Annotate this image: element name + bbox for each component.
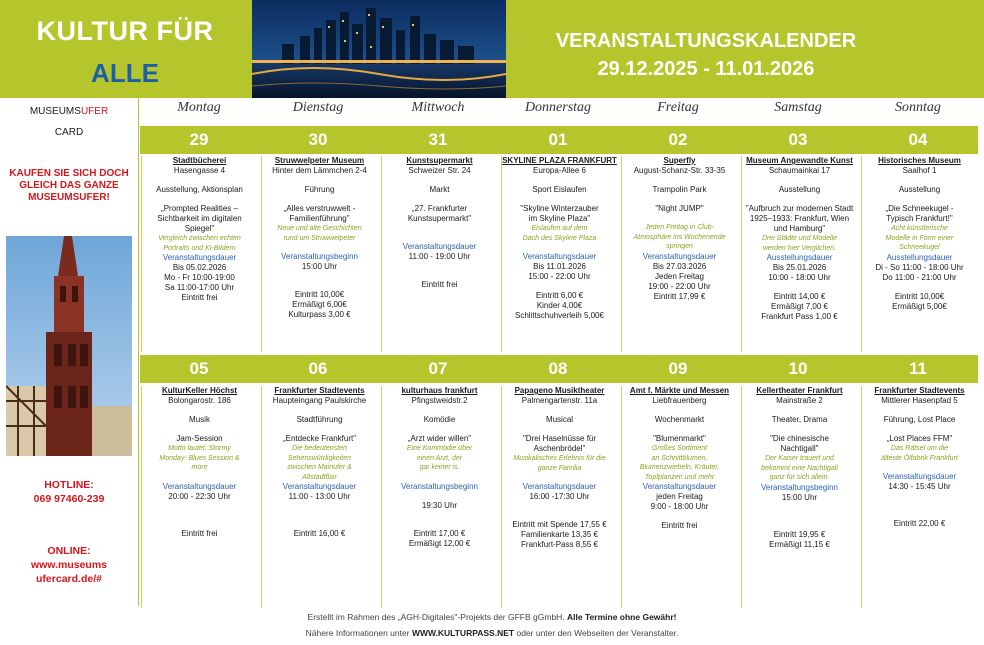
event-price: Eintritt 19,95 € Ermäßigt 11,15 € [769,529,830,549]
event-title: „Prompted Realities – Sichtbarkeit im digitalen Spiegel" [157,204,242,233]
event-description: Drei Städte und Modelle werden hier Verglichen. [761,235,838,252]
event-price: Eintritt 10,00€ Ermäßigt 5,00€ [892,291,947,311]
event-price: Eintritt 14,00 € Ermäßigt 7,00 € Frankfurt Pass 1,00 € [761,292,838,321]
event-venue: kulturhaus frankfurt [401,386,478,395]
event-description: Die bedeutensten Sehenswürdigkeiten zwischen Mainufer & Altstadtflair [287,445,352,481]
event-time: 11:00 - 19:00 Uhr [408,252,471,261]
event-address: Mittlerer Hasenpfad 5 [881,396,958,405]
event-title: "Blumenmarkt" [653,434,706,443]
event-time-label: Veranstaltungsdauer [882,472,957,481]
cathedral-tower-photo [6,236,132,456]
card-highlight: UFER [80,106,109,117]
event-title: „Entdecke Frankfurt" [282,434,357,443]
event-time: Bis 11.01.2026 15:00 - 22:00 Uhr [528,262,591,281]
weekday-thursday: Donnerstag [524,100,592,115]
event-card [741,386,857,608]
event-title: „Alles verstruwwelt - Familienführung" [283,204,356,223]
date-number: 08 [548,359,568,378]
event-venue: Papageno Musiktheater [514,386,605,395]
event-type: Ausstellung [898,185,941,194]
event-venue: SKYLINE PLAZA FRANKFURT [502,156,617,165]
footer-disclaimer: Alle Termine ohne Gewähr! [567,612,677,622]
event-price: Eintritt 22,00 € [893,519,946,528]
event-address: Hinter dem Lämmchen 2-4 [272,166,367,175]
event-time-label: Veranstaltungsdauer [162,253,237,262]
weekday-saturday: Samstag [774,100,822,115]
event-type: Führung [304,185,335,194]
event-venue: Historisches Museum [878,156,961,165]
event-address: Schaumainkai 17 [768,166,831,175]
event-card [261,386,377,608]
header-band [0,0,984,98]
event-venue: Kunstsupermarkt [406,156,473,165]
event-type: Ausstellung [778,185,821,194]
event-address: Pfingstweidstr.2 [411,396,468,405]
event-venue: Amt f. Märkte und Messen [629,386,730,395]
event-description: Eislaufen auf dem Dach des Skyline Plaza [522,225,597,242]
event-title: "Drei Haselnüsse für Aschenbrödel" [522,434,597,453]
event-card [501,386,617,608]
event-description: Musikalisches Erlebnis für die ganze Familia [513,455,606,472]
event-card [861,156,977,352]
event-time: jeden Freitag 9:00 - 18:00 Uhr [650,492,709,511]
footer-info-text: Nähere Informationen unter [305,628,410,638]
event-title: „Arzt wider willen" [407,434,472,443]
event-address: Saalhof 1 [902,166,937,175]
event-venue: Superfly [663,156,696,165]
event-type: Theater, Drama [771,415,828,424]
event-type: Musical [545,415,574,424]
date-number: 07 [428,359,448,378]
footer-line1 [0,612,984,622]
event-card [381,386,497,608]
event-time-label: Veranstaltungsdauer [642,251,717,261]
date-number: 29 [189,130,209,149]
event-address: Bolongarostr. 186 [168,396,231,405]
date-number: 10 [788,359,808,378]
date-number: 30 [308,130,328,149]
event-type: Sport Eislaufen [532,185,587,194]
weekday-friday: Freitag [657,100,699,115]
event-description: Vergleich zwischen echten Portraits und KI-Bildern [158,235,241,252]
calendar-title: VERANSTALTUNGSKALENDER [555,30,857,52]
event-description: Neue und alte Geschichten rund um Struwwelpeter [277,225,362,242]
date-number: 02 [668,130,688,149]
event-type: Stadtführung [296,415,343,424]
event-time-label: Veranstaltungsdauer [642,482,717,491]
event-type: Trampolin Park [652,185,707,194]
brand-title-line1: KULTUR FÜR [36,16,214,46]
event-title: "Skyline Winterzauber im Skyline Plaza" [520,204,599,223]
event-price: Eintritt mit Spende 17,55 € Familienkarte 13,35 € Frankfurt-Pass 8,55 € [512,520,607,549]
event-address: Liebfrauenberg [652,396,707,405]
event-price: Eintritt frei [181,293,218,302]
event-venue: Stadtbücherei [172,156,227,165]
event-time-label: Ausstellungsdauer [766,253,833,262]
date-number: 06 [308,359,328,378]
hotline [0,478,138,506]
date-number: 11 [909,359,927,378]
date-number: 01 [548,130,568,149]
event-time: 20:00 - 22:30 Uhr [168,491,231,501]
event-time-label: Veranstaltungsbeginn [761,482,838,492]
date-number: 03 [788,130,808,149]
event-type: Ausstellung, Aktionsplan [156,185,243,194]
event-time: 16:00 -17:30 Uhr [529,492,590,501]
event-description: Eine Kommödie über einen Arzt, der gar keiner is. [406,445,473,471]
weekday-tuesday: Dienstag [292,100,344,115]
online [0,544,138,586]
event-address: August-Schanz-Str. 33-35 [633,166,726,175]
weekday-monday: Montag [177,100,221,115]
event-price: Eintritt 17,00 € Ermäßigt 12,00 € [408,528,471,548]
event-card [381,156,497,352]
event-title: „Lost Places FFM" [886,434,953,443]
event-price: Eintritt 16,00 € [293,529,346,538]
event-description: Jeden Freitag in Club- Atmosphäre ins Wochenende springen [633,224,726,250]
event-title: "Night JUMP" [655,204,704,213]
online-label: ONLINE: [47,545,91,557]
event-time-label: Veranstaltungsdauer [522,252,597,261]
footer-info-end: oder unter den Webseiten der Veranstalter. [516,628,679,638]
event-time: Bis 27.03.2026 Jeden Freitag 19:00 - 22:00 Uhr [648,261,711,291]
event-price: Eintritt frei [661,521,698,530]
event-description: Großes Sortiment an Schnittblumen, Blumenzwiebeln, Kräuter, Topfplanzen und mehr [639,445,720,481]
date-number: 04 [908,130,928,149]
event-price: Eintritt 6,00 € Kinder 4,00€ Schlittschuhverleih 5,00€ [515,291,604,320]
date-number: 31 [428,130,448,149]
event-card [861,386,977,608]
event-type: Markt [429,185,450,194]
event-time-label: Veranstaltungsdauer [282,482,357,491]
event-description: Das Rätsel um die älteste Ölfabrik Frankfurt [881,445,958,462]
event-address: Hasengasse 4 [173,166,226,175]
hotline-number[interactable]: 069 97460-239 [33,493,105,505]
event-price: Eintritt 10,00€ Ermäßigt 6,00€ Kulturpass 3,00 € [288,290,351,319]
event-time-label: Veranstaltungsdauer [402,242,477,251]
weekday-sunday: Sonntag [895,100,941,115]
event-card [741,156,857,352]
event-address: Palmengartenstr. 11a [521,396,598,405]
event-time: Bis 05.02.2026 Mo - Fr 10:00-19:00 Sa 11:00-17:00 Uhr [164,263,235,292]
event-description: Motto lautet: Stormy Monday- Blues Session & more [159,445,240,471]
event-time: 15:00 Uhr [781,492,818,502]
card-prefix: MUSEUMS [29,106,81,117]
event-title: Jam-Session [176,434,223,443]
event-address: Mainstraße 2 [776,396,823,405]
footer-kulturpass-link[interactable]: WWW.KULTURPASS.NET [411,628,515,638]
event-time-label: Veranstaltungsbeginn [281,252,358,261]
event-time-label: Veranstaltungsdauer [522,482,597,491]
frankfurt-skyline-photo [252,0,506,98]
event-card [141,156,257,352]
event-address: Schweizer Str. 24 [408,166,471,175]
event-card [261,156,377,352]
event-time-label: Veranstaltungsdauer [162,481,237,491]
date-range: 29.12.2025 - 11.01.2026 [597,58,815,80]
event-type: Musik [189,415,210,424]
event-address: Haupteingang Paulskirche [272,396,367,405]
event-price: Eintritt frei [181,528,218,538]
event-price: Eintritt frei [421,280,458,289]
footer-credit: Erstellt im Rahmen des „AGH-Digitales"-Projekts der GFFB gGmbH. [307,612,565,622]
event-type: Wochenmarkt [654,415,705,424]
weekday-wednesday: Mittwoch [411,100,465,115]
date-number: 05 [189,359,209,378]
online-url-line2[interactable]: ufercard.de/# [36,573,102,585]
event-time: 19:30 Uhr [421,500,458,510]
event-venue: Frankfurter Stadtevents [274,386,365,395]
hotline-label: HOTLINE: [44,479,94,491]
event-price: Eintritt 17,99 € [653,291,706,301]
museumsufer-card-title [0,106,138,117]
event-time: 15:00 Uhr [301,262,338,271]
event-venue: Struwwelpeter Museum [274,156,365,165]
footer-line2 [0,628,984,638]
event-venue: Kellertheater Frankfurt [756,386,843,395]
event-time: Bis 25.01.2026 10:00 - 18:00 Uhr [768,263,831,282]
buy-text: KAUFEN SIE SICH DOCH GLEICH DAS GANZE MUSEUMSUFER! [9,168,129,203]
event-time: Di - So 11:00 - 18:00 Uhr Do 11:00 - 21:00 Uhr [875,262,964,282]
event-title: "Aufbruch zur modernen Stadt 1925–1933: Frankfurt, Wien und Hamburg" [745,204,854,233]
event-venue: KulturKeller Höchst [161,386,238,395]
event-time: 11:00 - 13:00 Uhr [288,492,351,501]
event-time: 14:30 - 15:45 Uhr [888,482,951,491]
event-venue: Frankfurter Stadtevents [874,386,965,395]
event-card [501,156,617,352]
event-address: Europa-Allee 6 [533,166,586,175]
event-venue: Museum Angewandte Kunst [746,156,853,165]
event-description: Acht künstlerische Modelle in Form einer Schneekugel [885,225,954,251]
event-description: Der Kaiser trauert und bekommt eine Nachtigall ganz für sich allein. [761,455,838,481]
event-card [621,156,737,352]
event-type: Führung, Lost Place [883,415,956,424]
date-number: 09 [668,359,688,378]
event-type: Komödie [423,415,456,424]
card-suffix: CARD [54,127,84,138]
event-time-label: Ausstellungsdauer [886,252,953,262]
event-title: "Die chinesische Nachtigall" [770,434,829,453]
event-card [621,386,737,608]
event-card [141,386,257,608]
online-url-line1[interactable]: www.museums [30,559,108,571]
event-time-label: Veranstaltungsbeginn [401,481,478,491]
brand-title-line2: ALLE [91,58,159,88]
event-title: „Die Schneekugel - Typisch Frankfurt!" [885,204,954,223]
event-title: „27. Frankfurter Kunstsupermarkt" [407,204,472,223]
